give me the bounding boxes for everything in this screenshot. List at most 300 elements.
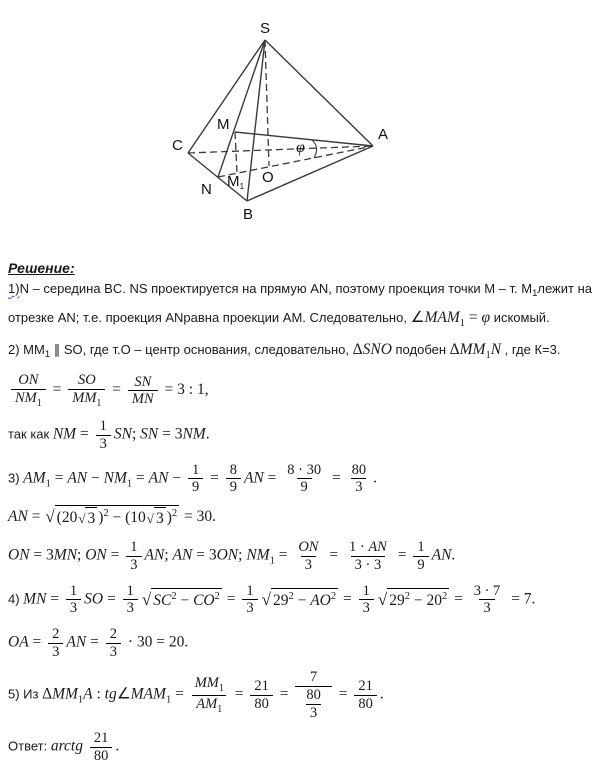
fraction-denominator bbox=[479, 599, 494, 617]
math-token: = bbox=[50, 469, 68, 487]
math-token: − bbox=[176, 591, 194, 609]
math-token: − 20 bbox=[409, 591, 442, 609]
math-token: ON bbox=[8, 546, 30, 564]
fraction bbox=[348, 462, 371, 496]
fraction-denominator bbox=[359, 599, 374, 617]
fraction bbox=[470, 583, 505, 617]
math-token: AN bbox=[8, 508, 28, 526]
fraction-denominator bbox=[48, 643, 63, 661]
math-token: MM bbox=[459, 340, 486, 358]
math-token: ; bbox=[77, 546, 86, 564]
math-token: 1) bbox=[8, 281, 20, 296]
math-token: 21 bbox=[358, 678, 373, 695]
math-token: = bbox=[263, 469, 281, 487]
math-token: 3 bbox=[304, 557, 313, 574]
math-token: SN bbox=[134, 373, 152, 390]
fraction-numerator bbox=[226, 462, 241, 479]
fraction-numerator bbox=[306, 669, 321, 686]
math-token: 21 bbox=[254, 678, 269, 695]
math-token: NM bbox=[15, 389, 37, 406]
math-token: = 3 : 1, bbox=[160, 381, 209, 399]
fraction bbox=[48, 626, 63, 660]
fraction-denominator bbox=[106, 643, 121, 661]
math-token: = 3 bbox=[158, 425, 183, 443]
fraction-numerator bbox=[14, 372, 42, 389]
fraction-numerator bbox=[96, 418, 111, 435]
fraction-numerator bbox=[90, 730, 113, 747]
math-token: ; bbox=[131, 425, 141, 443]
step1-line1 bbox=[8, 280, 594, 301]
angle-arc bbox=[312, 140, 317, 158]
math-token: = bbox=[86, 633, 103, 651]
fraction bbox=[354, 678, 377, 712]
math-token: = bbox=[230, 685, 248, 703]
math-token: 2 bbox=[441, 590, 448, 602]
math-token: Δ bbox=[352, 340, 363, 358]
label-m1-subscript: 1 bbox=[239, 181, 245, 191]
math-token: 3 bbox=[99, 436, 107, 453]
fraction-denominator bbox=[188, 478, 203, 496]
math-token: − (10 bbox=[108, 509, 146, 527]
math-token: = bbox=[46, 590, 63, 608]
dashed-height-so bbox=[265, 40, 269, 166]
fraction-denominator bbox=[413, 556, 428, 574]
math-token: . bbox=[373, 469, 377, 487]
fraction bbox=[359, 583, 374, 617]
math-token: = bbox=[103, 590, 120, 608]
math-token: 80 bbox=[254, 695, 269, 712]
fraction bbox=[295, 669, 332, 721]
math-token: = bbox=[325, 546, 342, 564]
math-token: · 30 = 20. bbox=[123, 633, 189, 651]
math-token: = bbox=[465, 308, 482, 326]
radical-sign-icon: √ bbox=[141, 589, 152, 609]
math-token: 3 bbox=[126, 600, 134, 617]
step2-because bbox=[8, 418, 594, 452]
math-token: 29 bbox=[272, 591, 289, 609]
math-token: ∥ SO, где т.О – центр основания, следовательно, bbox=[50, 341, 353, 357]
math-token: 3 bbox=[69, 600, 78, 617]
math-token: SN bbox=[140, 425, 159, 443]
fraction-numerator bbox=[302, 687, 325, 704]
math-token: 2 bbox=[103, 508, 109, 520]
math-token: 3 bbox=[355, 479, 363, 496]
fraction-denominator bbox=[301, 556, 316, 574]
math-token: 1 bbox=[362, 582, 370, 599]
math-token: : bbox=[92, 685, 105, 703]
math-token: 1 bbox=[246, 582, 254, 599]
math-token: NM bbox=[246, 546, 270, 564]
fraction bbox=[413, 539, 428, 573]
fraction-denominator bbox=[297, 478, 312, 496]
math-token: MN bbox=[23, 590, 47, 608]
math-token: SC bbox=[153, 591, 172, 609]
math-token: ON bbox=[298, 539, 319, 556]
math-token: 3 bbox=[309, 704, 318, 721]
math-token: = bbox=[334, 685, 352, 703]
math-token: 3 bbox=[87, 509, 96, 527]
step2-ratios bbox=[8, 372, 594, 409]
label-m: M bbox=[217, 116, 230, 133]
radicand bbox=[151, 588, 222, 612]
fraction bbox=[66, 583, 81, 617]
fraction-denominator bbox=[295, 686, 332, 721]
fraction-denominator bbox=[90, 747, 113, 765]
radical-sign-icon: √ bbox=[261, 589, 271, 609]
math-token: 2 bbox=[404, 590, 410, 602]
step3-line3 bbox=[8, 539, 594, 573]
label-a: A bbox=[378, 126, 389, 143]
math-token: N – середина BC. NS проектируется на прямую AN, поэтому проекция точки M – т. M bbox=[19, 281, 533, 296]
math-token: tg bbox=[104, 685, 117, 703]
square-root bbox=[78, 507, 97, 530]
fraction-numerator bbox=[250, 678, 273, 695]
math-token: ; bbox=[238, 546, 247, 564]
math-token: − bbox=[168, 469, 185, 487]
label-n: N bbox=[201, 181, 212, 198]
math-token: 8 · 30 bbox=[287, 461, 322, 478]
math-token: AN bbox=[66, 633, 87, 651]
square-root bbox=[45, 505, 179, 530]
fraction bbox=[188, 462, 203, 496]
math-token: 3 bbox=[362, 600, 370, 617]
fraction bbox=[302, 687, 325, 721]
math-token: 1 bbox=[191, 461, 200, 478]
math-token: MM bbox=[52, 685, 78, 703]
dashed-edge-ca bbox=[188, 146, 373, 153]
math-token: AN bbox=[67, 469, 88, 487]
edge-sc bbox=[188, 40, 265, 153]
fraction-numerator bbox=[283, 462, 325, 479]
answer-line bbox=[8, 730, 594, 764]
math-token: . bbox=[379, 685, 384, 703]
label-o: O bbox=[262, 169, 274, 186]
fraction-numerator bbox=[359, 583, 374, 600]
math-token: . bbox=[115, 738, 120, 756]
math-token: = bbox=[222, 590, 240, 608]
math-token: AM bbox=[196, 695, 218, 712]
math-token: 8 bbox=[229, 461, 237, 478]
math-token: 9 bbox=[191, 479, 200, 496]
fraction bbox=[90, 730, 113, 764]
dashed-segment-mm1 bbox=[235, 132, 237, 173]
fraction-numerator bbox=[106, 626, 121, 643]
math-token: N bbox=[490, 340, 502, 358]
fraction-denominator bbox=[68, 389, 105, 410]
math-token: arctg bbox=[50, 738, 87, 756]
pyramid-svg bbox=[0, 0, 600, 252]
math-token: 7 bbox=[309, 669, 318, 686]
math-token: AN bbox=[172, 546, 193, 564]
fraction-numerator bbox=[66, 583, 81, 600]
math-token: 1 bbox=[69, 582, 78, 599]
fraction-numerator bbox=[188, 462, 203, 479]
math-token: = bbox=[132, 469, 149, 487]
math-token: = bbox=[339, 590, 356, 608]
math-token: 1 bbox=[417, 539, 425, 556]
math-token: 5) Из bbox=[8, 686, 43, 702]
fraction-numerator bbox=[345, 539, 391, 556]
math-token: = bbox=[393, 546, 411, 564]
fraction-denominator bbox=[306, 704, 321, 722]
step3-line1 bbox=[8, 462, 594, 496]
math-token: A bbox=[83, 685, 93, 703]
fraction-denominator bbox=[126, 556, 141, 574]
math-token: 21 bbox=[93, 730, 109, 747]
square-root bbox=[378, 588, 449, 613]
math-token: 80 bbox=[93, 748, 109, 765]
math-token: 3 bbox=[246, 600, 254, 617]
fraction-denominator bbox=[66, 599, 81, 617]
fraction-denominator bbox=[96, 435, 111, 453]
fraction-numerator bbox=[130, 374, 155, 391]
math-token: SO bbox=[77, 372, 96, 389]
math-token: 80 bbox=[351, 461, 367, 478]
fraction-denominator bbox=[226, 478, 241, 496]
math-token: SNO bbox=[362, 340, 392, 358]
square-root bbox=[262, 588, 339, 613]
radicand bbox=[271, 588, 338, 612]
math-token: ∠ bbox=[410, 308, 425, 326]
math-token: = bbox=[275, 685, 293, 703]
math-token: 3) bbox=[8, 470, 24, 486]
step4-line2 bbox=[8, 626, 594, 660]
math-token: 9 bbox=[300, 479, 308, 496]
math-token: 2) MM bbox=[8, 341, 45, 357]
math-token: SN bbox=[113, 425, 132, 443]
math-token: 3 bbox=[155, 509, 164, 527]
math-token: ON bbox=[85, 546, 107, 564]
math-token: 1 bbox=[36, 397, 42, 409]
math-token: AN bbox=[431, 546, 452, 564]
fraction-numerator bbox=[123, 583, 138, 600]
math-token: = bbox=[106, 546, 124, 564]
math-token: 29 bbox=[389, 591, 405, 609]
math-token: 1 bbox=[126, 582, 134, 599]
fraction-denominator bbox=[242, 599, 257, 617]
math-token: CO bbox=[193, 591, 215, 609]
math-token: 1 bbox=[77, 694, 84, 706]
math-token: 3 bbox=[52, 643, 60, 660]
math-token: = bbox=[171, 685, 188, 703]
radicand bbox=[387, 588, 449, 612]
fraction bbox=[250, 678, 273, 712]
fraction bbox=[123, 583, 138, 617]
math-token: = bbox=[274, 546, 292, 564]
radicand bbox=[85, 507, 97, 530]
math-token: MAM bbox=[130, 685, 166, 703]
math-token: искомый. bbox=[490, 309, 550, 325]
math-token: 1 bbox=[218, 683, 224, 695]
math-token: 80 bbox=[306, 687, 321, 704]
math-token: ON bbox=[18, 372, 39, 389]
math-token: 2 bbox=[214, 590, 220, 602]
math-token: 1 bbox=[459, 317, 466, 329]
fraction-numerator bbox=[74, 372, 100, 389]
label-c: C bbox=[172, 137, 183, 154]
fraction-denominator bbox=[123, 599, 138, 617]
fraction bbox=[128, 374, 158, 408]
math-token: 1 bbox=[269, 555, 275, 567]
math-token: 4) bbox=[8, 591, 24, 607]
fraction-numerator bbox=[348, 462, 371, 479]
radical-sign-icon: √ bbox=[146, 510, 154, 526]
fraction-denominator bbox=[354, 695, 377, 713]
math-token: ; bbox=[164, 546, 173, 564]
math-token: ∠ bbox=[116, 685, 131, 703]
math-token: 1 bbox=[126, 478, 133, 490]
pyramid-figure bbox=[0, 0, 600, 252]
math-token: AM bbox=[23, 469, 46, 487]
edge-sa bbox=[265, 40, 373, 146]
radicand bbox=[154, 507, 166, 530]
math-token: AN bbox=[148, 469, 169, 487]
math-token: 2 bbox=[171, 508, 178, 520]
fraction bbox=[96, 418, 111, 452]
fraction bbox=[106, 626, 121, 660]
fraction bbox=[242, 583, 257, 617]
math-token: = 3 bbox=[192, 546, 217, 564]
math-token: ) bbox=[98, 509, 104, 527]
fraction bbox=[11, 372, 46, 409]
radicand bbox=[55, 505, 179, 530]
math-token: 2 bbox=[171, 590, 177, 602]
math-token: = bbox=[76, 425, 93, 443]
math-token: = 3 bbox=[29, 546, 54, 564]
math-token: MN bbox=[53, 546, 78, 564]
label-s: S bbox=[260, 20, 271, 37]
math-token: 1 bbox=[130, 539, 138, 556]
fraction bbox=[294, 539, 322, 573]
fraction bbox=[226, 462, 241, 496]
math-token: 3 · 3 bbox=[354, 557, 382, 574]
square-root bbox=[142, 588, 222, 613]
math-token: 1 bbox=[217, 703, 223, 715]
solution-heading: Решение: bbox=[8, 260, 75, 276]
math-token: NM bbox=[52, 425, 77, 443]
math-token: ) bbox=[166, 509, 172, 527]
step2-line bbox=[8, 339, 594, 363]
math-token: 2 bbox=[288, 590, 294, 602]
fraction-denominator bbox=[11, 389, 46, 410]
math-token: NM bbox=[103, 469, 127, 487]
math-token: − bbox=[293, 591, 311, 609]
fraction-denominator bbox=[192, 695, 226, 716]
math-token: ON bbox=[216, 546, 239, 564]
math-token: = 7. bbox=[507, 590, 536, 608]
math-token: = bbox=[450, 590, 467, 608]
math-token: MM bbox=[194, 675, 219, 692]
square-root bbox=[147, 507, 166, 530]
fraction-numerator bbox=[413, 539, 428, 556]
math-token: AN bbox=[368, 539, 387, 556]
step3-line2 bbox=[8, 505, 594, 530]
fraction-numerator bbox=[354, 678, 377, 695]
math-token: Ответ: bbox=[8, 739, 51, 755]
radical-sign-icon: √ bbox=[377, 589, 388, 609]
math-token: = bbox=[206, 469, 223, 487]
step1-line2 bbox=[8, 307, 594, 331]
fraction-numerator bbox=[294, 539, 322, 556]
math-token: 9 bbox=[417, 557, 425, 574]
math-token: 3 bbox=[130, 557, 138, 574]
math-token: 3 · 7 bbox=[473, 582, 501, 599]
fraction-denominator bbox=[351, 478, 366, 496]
math-token: Δ bbox=[449, 340, 460, 358]
math-token: 1 bbox=[96, 397, 102, 409]
step5-line bbox=[8, 669, 594, 721]
math-token: 80 bbox=[358, 695, 373, 712]
math-token: MAM bbox=[424, 308, 460, 326]
fraction-denominator bbox=[128, 390, 158, 408]
fraction-numerator bbox=[126, 539, 141, 556]
math-token: 1 bbox=[485, 349, 491, 361]
math-token: 3 bbox=[483, 600, 491, 617]
math-token: 1 bbox=[532, 288, 538, 299]
math-token: лежит на bbox=[537, 281, 592, 296]
math-token: . bbox=[451, 546, 456, 564]
math-token: подобен bbox=[391, 341, 450, 357]
math-token: 9 bbox=[229, 479, 237, 496]
math-token: OA bbox=[8, 633, 29, 651]
fraction-numerator bbox=[191, 675, 228, 695]
math-token: (20 bbox=[56, 509, 78, 527]
math-token: = bbox=[28, 633, 46, 651]
math-token: = bbox=[108, 381, 125, 399]
label-b: B bbox=[243, 206, 254, 223]
math-token: отрезке AN; т.е. проекция ANравна проекции AM. Следовательно, bbox=[8, 309, 411, 325]
label-m1-base: M bbox=[227, 173, 240, 190]
fraction bbox=[345, 539, 391, 573]
fraction bbox=[283, 462, 325, 496]
math-token: φ bbox=[481, 308, 491, 326]
math-token: 2 bbox=[52, 626, 60, 643]
math-token: 2 bbox=[109, 626, 117, 643]
math-token: 2 bbox=[330, 590, 337, 602]
fraction-numerator bbox=[242, 583, 257, 600]
math-token: MM bbox=[72, 389, 97, 406]
fraction bbox=[191, 675, 228, 715]
math-token: AN bbox=[243, 469, 264, 487]
math-token: AO bbox=[310, 591, 331, 609]
fraction bbox=[126, 539, 141, 573]
math-token: 1 bbox=[165, 694, 172, 706]
radical-sign-icon: √ bbox=[45, 507, 55, 527]
math-token: NM bbox=[182, 425, 206, 443]
fraction-numerator bbox=[48, 626, 63, 643]
math-token: − bbox=[87, 469, 104, 487]
math-token: = bbox=[27, 508, 45, 526]
math-token: так как bbox=[8, 426, 53, 442]
math-token: 3 bbox=[109, 643, 117, 660]
radical-sign-icon: √ bbox=[78, 510, 86, 526]
label-m1 bbox=[227, 173, 245, 191]
math-token: 1 bbox=[99, 418, 107, 435]
math-token: = 30. bbox=[180, 508, 216, 526]
label-phi-angle: φ bbox=[296, 139, 305, 156]
fraction-denominator bbox=[250, 695, 273, 713]
math-token: , где К=3. bbox=[501, 341, 561, 357]
math-token: . bbox=[205, 425, 210, 443]
math-token: 1 · bbox=[348, 539, 369, 556]
fraction bbox=[68, 372, 105, 409]
math-token: AN bbox=[144, 546, 165, 564]
math-token: MN bbox=[131, 391, 154, 408]
math-token: 1 bbox=[45, 478, 51, 490]
fraction-denominator bbox=[351, 556, 386, 574]
math-token: Δ bbox=[42, 685, 53, 703]
math-token: = bbox=[48, 381, 66, 399]
